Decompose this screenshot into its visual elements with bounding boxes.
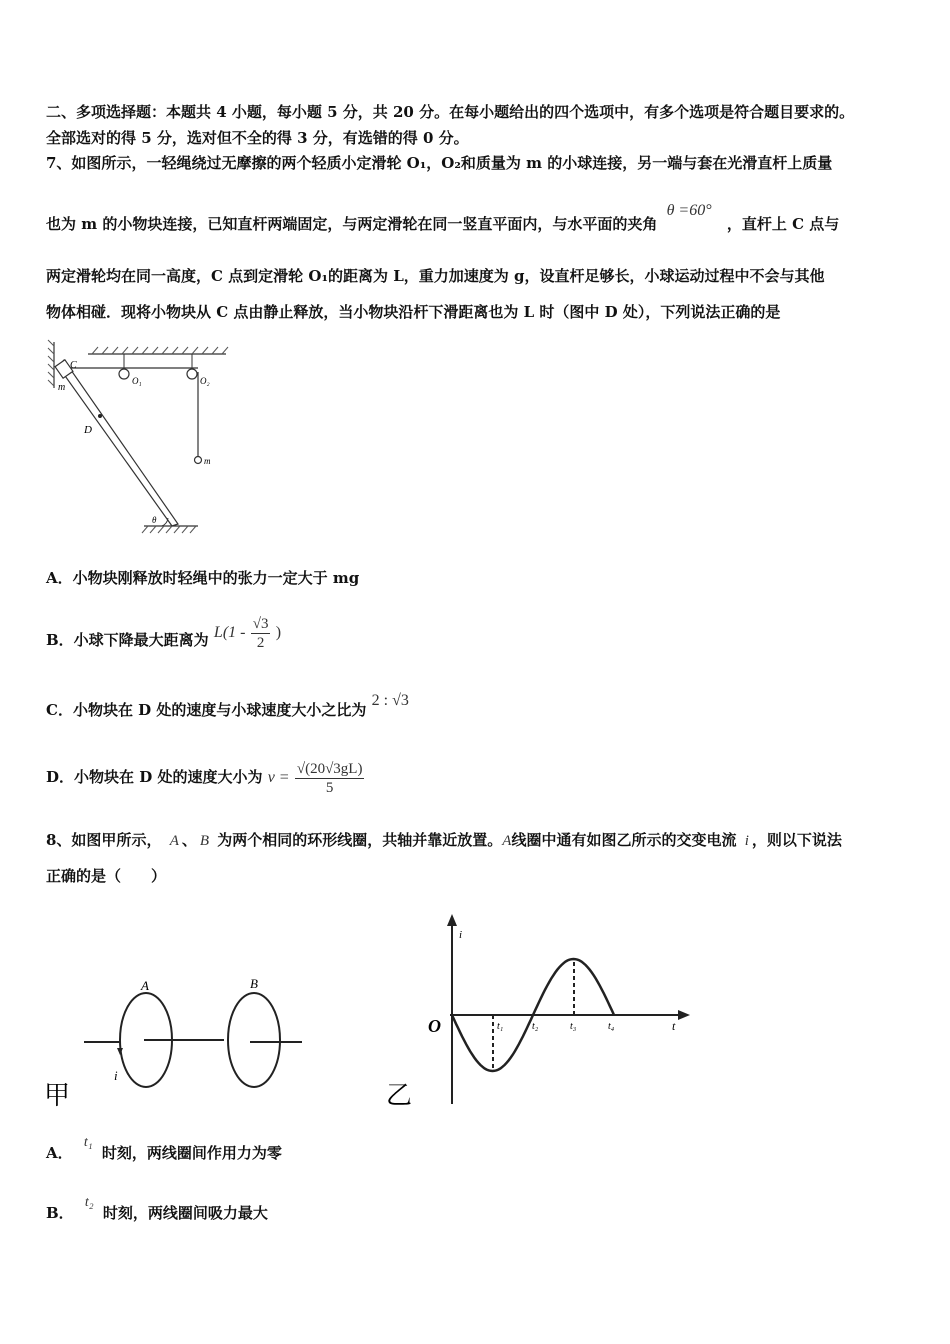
label-o1: O₁ [132,376,142,386]
q7-option-d-fraction [295,760,365,797]
origin-label: O [428,1016,441,1036]
fig-jia-caption: 甲 [44,1081,71,1111]
q8-line-2: 正确的是（ ） [46,867,167,885]
q8-figure-yi [380,912,700,1112]
q7-line-4: 物体相碰．现将小物块从 C 点由静止释放，当小物块沿杆下滑距离也为 L 时（图中 D 处），下列说法正确的是 [46,303,781,321]
q8-option-b-t: t₂ [84,1195,94,1210]
label-c: C [70,360,77,371]
q8-line-1-post: 线圈中通有如图乙所示的交变电流 [511,831,737,849]
point-d [98,414,102,418]
tick-t2: t₂ [532,1021,539,1032]
fig-jia-label-i: i [114,1068,118,1083]
label-theta: θ [152,515,157,525]
q7-option-c-text: C．小物块在 D 处的速度与小球速度大小之比为 [46,701,367,719]
q8-figure-jia [40,960,320,1120]
q7-option-b-expr-b: ) [275,624,282,641]
q8-coil-b-label: B [199,833,210,849]
tick-t1: t₁ [497,1021,504,1032]
fig-jia-label-b: B [250,976,258,991]
q8-option-a-pre: A． [46,1144,73,1162]
q8-line-1 [46,830,842,851]
q7-option-c [46,692,409,721]
coil-b [228,993,280,1087]
q7-line-3: 两定滑轮均在同一高度，C 点到定滑轮 O₁的距离为 L，重力加速度为 g，设直杆足够长，小球运动过程中不会与其他 [46,267,825,285]
pulley-o2 [187,369,197,379]
q7-option-d-lhs: v = [267,769,290,786]
q7-option-d-text: D．小物块在 D 处的速度大小为 [46,768,263,786]
q7-option-d-denominator: 5 [325,779,334,796]
fig-jia-label-a: A [141,978,149,993]
q7-option-a: A．小物块刚释放时轻绳中的张力一定大于 mg [46,569,360,587]
q7-line-2 [46,202,840,235]
rod [58,360,178,526]
q8-line-1-pre: 8、如图甲所示， [46,831,162,849]
q7-line-1: 7、如图所示，一轻绳绕过无摩擦的两个轻质小定滑轮 O₁，O₂和质量为 m 的小球连接，另一端与套在光滑直杆上质量 [46,154,833,172]
q7-option-c-expr: 2 : √3 [371,692,409,709]
q7-option-b-fraction [251,615,271,652]
axis-i-label: i [459,929,463,941]
ball [195,457,202,464]
label-d: D [84,424,92,436]
q8-option-a [46,1135,282,1168]
q7-option-d [46,752,364,802]
q8-option-a-t: t₁ [83,1135,93,1150]
q8-coil-a-label: A [169,833,179,849]
q8-option-b-pre: B． [46,1204,74,1222]
section-header-line-1: 二、多项选择题：本题共 4 小题，每小题 5 分，共 20 分。在每小题给出的四个选项中，有多个选项是符合题目要求的。 [46,103,855,121]
q8-current-symbol: i [744,833,749,849]
label-o2: O₂ [200,376,210,386]
tick-t4: t₄ [608,1021,615,1032]
q8-option-b-text: 时刻，两线圈间吸力最大 [102,1204,268,1222]
section-header-line-2: 全部选对的得 5 分，选对但不全的得 3 分，有选错的得 0 分。 [46,129,469,147]
q7-pulley-figure [40,338,240,538]
label-m-block: m [58,382,66,393]
q7-line-2-post: ，直杆上 C 点与 [726,215,840,233]
q7-option-b-denominator: 2 [256,634,265,651]
q8-line-1-mid: 为两个相同的环形线圈，共轴并靠近放置。 [217,831,503,849]
q7-option-b [46,615,282,660]
q7-option-d-numerator: √(20√3gL) [296,760,363,777]
theta-expression: θ =60° [666,202,712,219]
q7-option-b-numerator: √3 [252,615,269,632]
tick-t3: t₃ [570,1021,577,1032]
fig-yi-caption: 乙 [386,1081,413,1111]
q7-line-2-pre: 也为 m 的小物块连接，已知直杆两端固定，与两定滑轮在同一竖直平面内，与水平面的夹角 [46,215,658,233]
q8-sep: 、 [181,831,197,849]
q8-option-b [46,1195,268,1228]
pulley-o1 [119,369,129,379]
q8-line-1-end: ，则以下说法 [751,831,842,849]
q8-option-a-text: 时刻，两线圈间作用力为零 [101,1144,282,1162]
axis-t-label: t [672,1019,676,1033]
q8-coil-a-label-2: A [502,833,512,849]
label-m-ball: m [204,456,211,466]
q7-option-b-text: B．小球下降最大距离为 [46,631,209,649]
q7-option-b-expr-a: L(1 - [213,624,246,641]
